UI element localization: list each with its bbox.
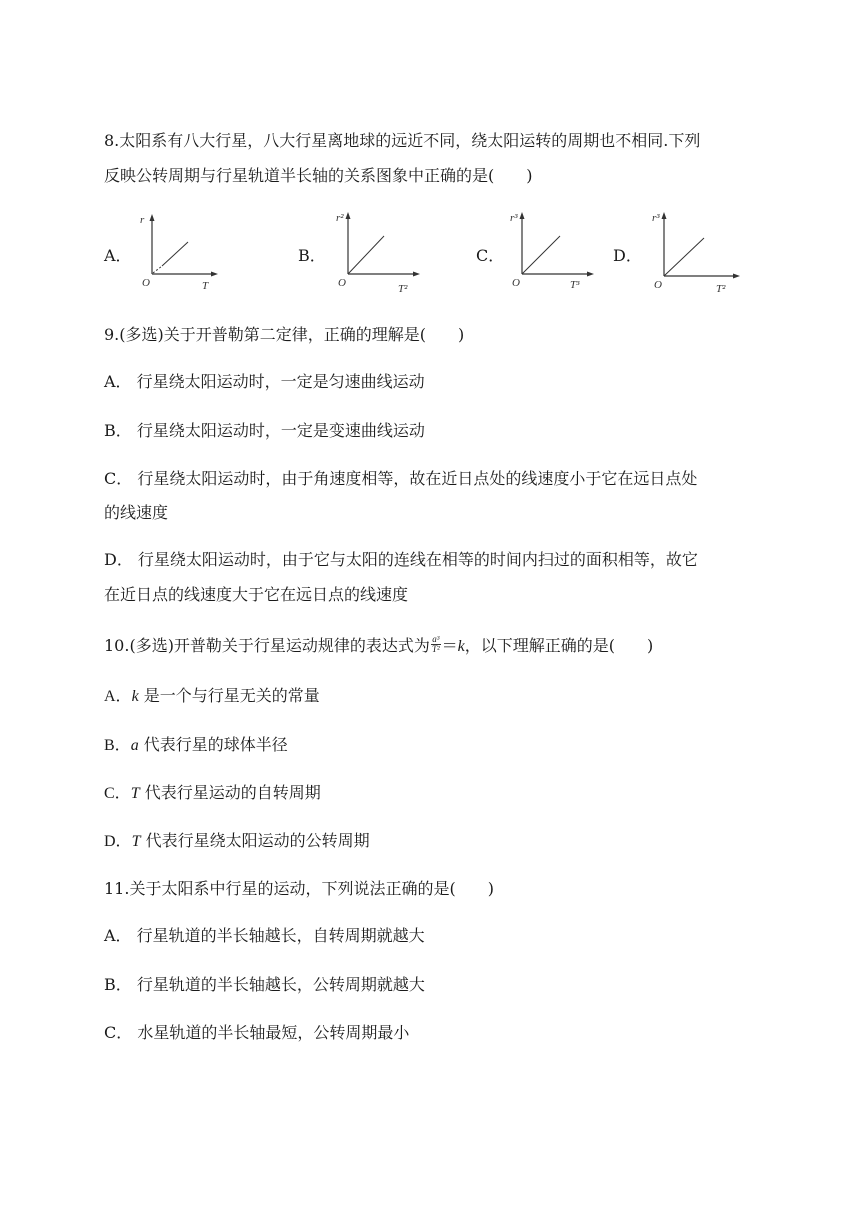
y-axis-arrow: [662, 212, 667, 219]
q10-option-d[interactable]: [104, 831, 370, 852]
option-letter: B．: [104, 737, 131, 754]
q9-stem: 9.(多选)关于开普勒第二定律，正确的理解是( ): [104, 325, 465, 344]
option-text: 代表行星运动的自转周期: [144, 783, 321, 802]
option-letter: C．: [104, 785, 131, 802]
q10-option-c[interactable]: [104, 783, 321, 804]
x-axis-arrow: [413, 272, 420, 277]
q8-option-b-letter[interactable]: B．: [298, 246, 326, 265]
x-axis-label: T: [202, 280, 209, 292]
q8-stem-line1: 8.太阳系有八大行星，八大行星离地球的远近不同，绕太阳运转的周期也不相同.下列: [104, 131, 701, 150]
fraction-denominator: T²: [431, 644, 440, 654]
data-line: [162, 242, 188, 266]
option-text: 代表行星的球体半径: [143, 735, 288, 754]
fraction-numerator: a³: [432, 634, 440, 644]
option-variable: T: [130, 785, 140, 802]
data-line: [664, 238, 704, 276]
data-line: [348, 236, 384, 274]
q10-option-a[interactable]: [104, 686, 320, 707]
x-axis-arrow: [211, 272, 218, 277]
q8-option-d-letter[interactable]: D．: [613, 246, 642, 265]
x-axis-arrow: [587, 272, 594, 277]
option-letter: A．: [104, 688, 132, 705]
q8-graph-a: [140, 214, 224, 294]
origin-label: O: [338, 277, 346, 289]
y-axis-label: r: [140, 214, 145, 226]
y-axis-arrow: [346, 212, 351, 219]
q9-option-c-line1[interactable]: C． 行星绕太阳运动时，由于角速度相等，故在近日点处的线速度小于它在远日点处: [104, 469, 698, 488]
q10-constant-k: k: [457, 638, 465, 655]
q9-option-a[interactable]: A． 行星绕太阳运动时，一定是匀速曲线运动: [104, 372, 425, 391]
q9-option-d-line1[interactable]: D． 行星绕太阳运动时，由于它与太阳的连线在相等的时间内扫过的面积相等，故它: [104, 550, 698, 569]
q8-option-a-letter[interactable]: A．: [104, 246, 132, 265]
x-axis-label: T²: [716, 283, 726, 295]
q9-option-b[interactable]: B． 行星绕太阳运动时，一定是变速曲线运动: [104, 421, 425, 440]
y-axis-label: r³: [510, 212, 518, 224]
origin-label: O: [142, 277, 150, 289]
q9-option-c-line2: 的线速度: [104, 503, 169, 522]
q10-stem-suffix: ，以下理解正确的是( ): [464, 636, 654, 655]
x-axis-arrow: [733, 274, 740, 279]
q10-option-b[interactable]: [104, 735, 288, 756]
q10-stem: [104, 636, 653, 657]
x-axis-label: T²: [398, 283, 408, 295]
y-axis-arrow: [520, 212, 525, 219]
option-variable: a: [130, 737, 139, 754]
origin-label: O: [654, 279, 662, 291]
q9-option-d-line2: 在近日点的线速度大于它在远日点的线速度: [104, 585, 409, 604]
y-axis-label: r²: [336, 212, 344, 224]
q11-option-c[interactable]: C． 水星轨道的半长轴最短，公转周期最小: [104, 1023, 410, 1042]
q11-option-a[interactable]: A． 行星轨道的半长轴越长，自转周期就越大: [104, 926, 425, 945]
option-letter: D．: [104, 833, 132, 850]
q8-graph-d: [652, 212, 746, 296]
q8-graph-b: [336, 212, 426, 296]
q8-graph-c: [510, 212, 600, 296]
q10-stem-prefix: 10.(多选)开普勒关于行星运动规律的表达式为: [104, 636, 430, 655]
x-axis-label: T³: [570, 279, 580, 291]
option-variable: T: [131, 833, 141, 850]
data-line: [522, 236, 560, 274]
option-text: 代表行星绕太阳运动的公转周期: [145, 831, 370, 850]
kepler-fraction: [431, 635, 441, 654]
dashed-segment: [153, 266, 162, 273]
q11-stem: 11.关于太阳系中行星的运动，下列说法正确的是( ): [104, 879, 494, 898]
option-variable: k: [131, 688, 139, 705]
y-axis-arrow: [150, 214, 155, 221]
q11-option-b[interactable]: B． 行星轨道的半长轴越长，公转周期就越大: [104, 975, 425, 994]
q8-stem-line2: 反映公转周期与行星轨道半长轴的关系图象中正确的是( ): [104, 166, 533, 185]
q10-equals: ＝: [441, 636, 458, 655]
y-axis-label: r³: [652, 212, 660, 224]
q8-option-c-letter[interactable]: C．: [476, 246, 505, 265]
option-text: 是一个与行星无关的常量: [143, 686, 320, 705]
origin-label: O: [512, 277, 520, 289]
